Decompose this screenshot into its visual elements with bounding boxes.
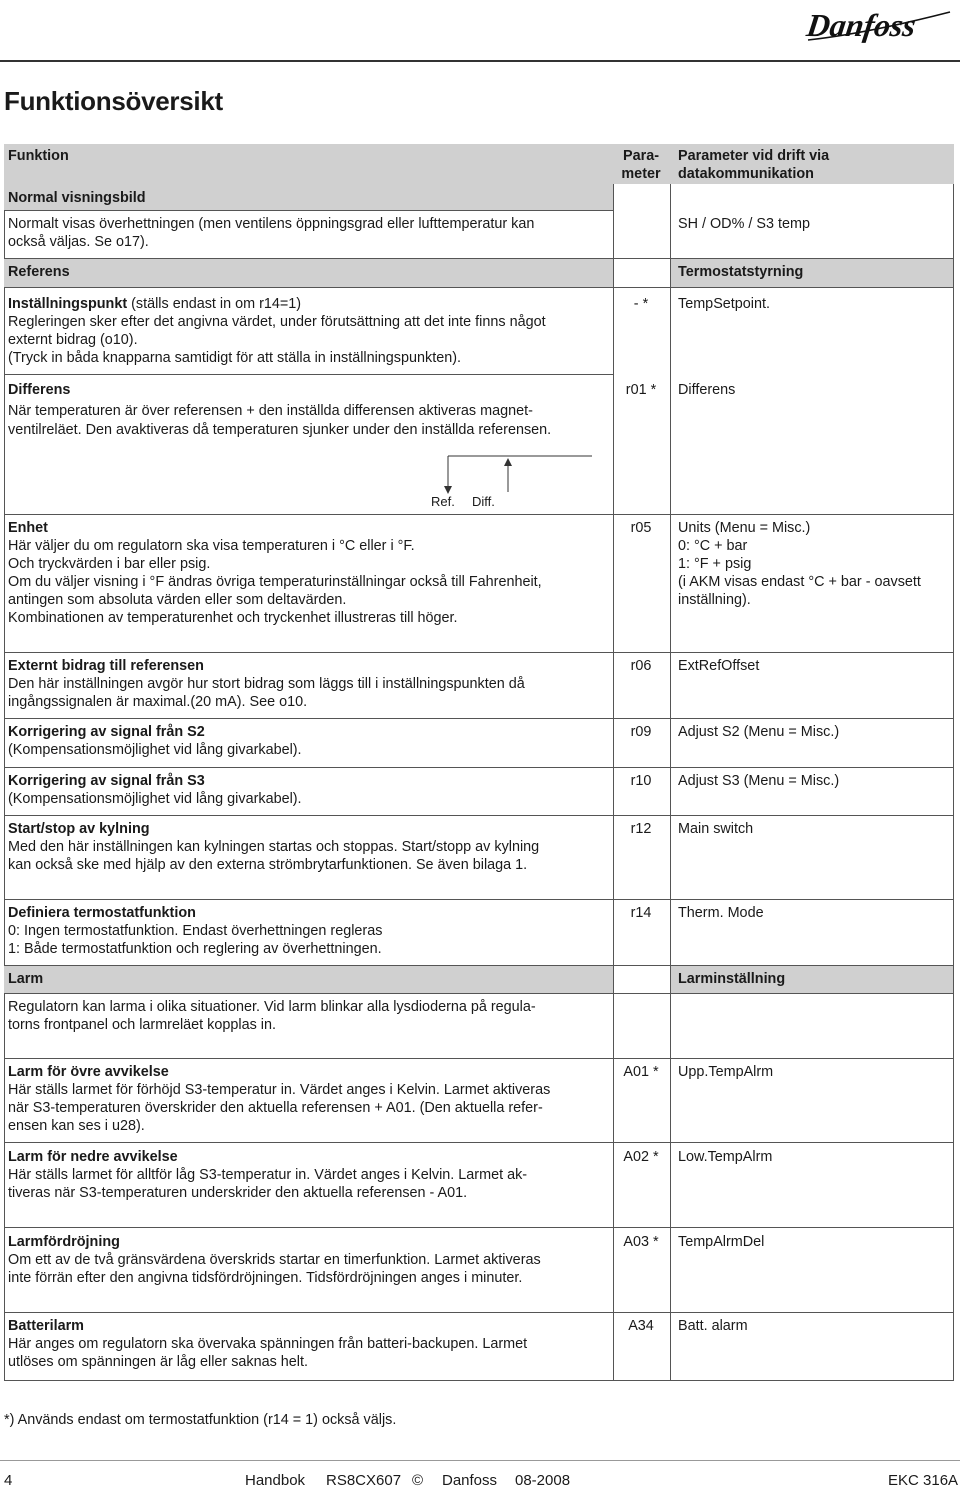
diagram-diff-label: Diff. <box>472 494 495 509</box>
extref-title: Externt bidrag till referensen <box>8 658 204 674</box>
s2-text: (Kompensationsmöjlighet vid lång givarkabel). <box>8 742 302 758</box>
extref-datacom: ExtRefOffset <box>678 658 760 674</box>
row-divider <box>4 993 954 994</box>
column-divider-2 <box>670 184 671 1380</box>
delay-param: A03 * <box>623 1234 659 1250</box>
setpoint-title: Inställningspunkt (ställs endast in om r14=1) <box>8 296 302 312</box>
termo-param: r14 <box>630 905 652 921</box>
footnote: *) Används endast om termostatfunktion (r14 = 1) också väljs. <box>4 1412 397 1428</box>
s3-text: (Kompensationsmöjlighet vid lång givarkabel). <box>8 791 302 807</box>
row-divider <box>4 1058 954 1059</box>
enhet-text-5: Kombinationen av temperaturenhet och tryckenhet illustreras till höger. <box>8 610 458 626</box>
row-divider <box>4 718 954 719</box>
extref-param: r06 <box>630 658 652 674</box>
setpoint-text-2: externt bidrag (o10). <box>8 332 138 348</box>
row-divider <box>4 514 954 515</box>
page-title: Funktionsöversikt <box>4 86 223 116</box>
s2-title: Korrigering av signal från S2 <box>8 724 205 740</box>
battery-text-1: Här anges om regulatorn ska övervaka spänningen från batteri-backupen. Larmet <box>8 1336 528 1352</box>
normal-text-1: Normalt visas överhettningen (men ventilens öppningsgrad eller lufttemperatur kan <box>8 216 535 232</box>
normal-datacom: SH / OD% / S3 temp <box>678 216 810 232</box>
startstop-param: r12 <box>630 821 652 837</box>
enhet-datacom-2: 0: °C + bar <box>678 538 748 554</box>
referens-datacom: Termostatstyrning <box>678 264 804 280</box>
row-divider <box>4 1312 954 1313</box>
extref-text-1: Den här inställningen avgör hur stort bidrag som läggs till i inställningspunkten då <box>8 676 525 692</box>
row-divider <box>4 652 954 653</box>
enhet-text-2: Och tryckvärden i bar eller psig. <box>8 556 211 572</box>
footer-product: EKC 316A <box>888 1472 959 1489</box>
table-border-right <box>953 184 954 1380</box>
enhet-datacom-4: (i AKM visas endast °C + bar - oavsett <box>678 574 921 590</box>
header-datacom-1: Parameter vid drift via <box>678 148 830 164</box>
referens-title: Referens <box>8 264 70 280</box>
termo-text-1: 0: Ingen termostatfunktion. Endast överhettningen regleras <box>8 923 383 939</box>
termo-title: Definiera termostatfunktion <box>8 905 196 921</box>
battery-param: A34 <box>628 1318 654 1334</box>
header-function: Funktion <box>8 148 69 164</box>
enhet-text-4: antingen som absoluta värden eller som deltavärden. <box>8 592 347 608</box>
s3-datacom: Adjust S3 (Menu = Misc.) <box>678 773 840 789</box>
row-divider <box>4 815 954 816</box>
larm-text-2: torns frontpanel och larmreläet kopplas in. <box>8 1017 276 1033</box>
upper-text-1: Här ställs larmet för förhöjd S3-temperatur in. Värdet anges i Kelvin. Larmet aktiveras <box>8 1082 551 1098</box>
table-border-left <box>4 184 5 1380</box>
upper-text-3: ensen kan ses i u28). <box>8 1118 145 1134</box>
table-border-bottom <box>4 1380 954 1381</box>
row-divider <box>4 287 954 288</box>
upper-title: Larm för övre avvikelse <box>8 1064 169 1080</box>
battery-datacom: Batt. alarm <box>678 1318 748 1334</box>
row-divider <box>4 1227 954 1228</box>
section-referens-header <box>4 259 613 287</box>
diagram-ref-label: Ref. <box>431 494 455 509</box>
lower-datacom: Low.TempAlrm <box>678 1149 773 1165</box>
delay-datacom: TempAlrmDel <box>678 1234 765 1250</box>
row-divider <box>4 767 954 768</box>
startstop-datacom: Main switch <box>678 821 754 837</box>
lower-title: Larm för nedre avvikelse <box>8 1149 178 1165</box>
delay-text-1: Om ett av de två gränsvärdena överskrids startar en timerfunktion. Larmet aktiveras <box>8 1252 541 1268</box>
termo-text-2: 1: Både termostatfunktion och reglering av överhettningen. <box>8 941 382 957</box>
s3-title: Korrigering av signal från S3 <box>8 773 205 789</box>
larm-title: Larm <box>8 971 44 987</box>
footer-rule <box>0 1460 960 1461</box>
lower-text-2: tiveras när S3-temperaturen underskrider den aktuella referensen - A01. <box>8 1185 468 1201</box>
normal-text-2: också väljas. Se o17). <box>8 234 149 250</box>
enhet-text-3: Om du väljer visning i °F ändras övriga temperaturinställningar också till Fahrenheit, <box>8 574 542 590</box>
differens-diagram <box>380 446 600 496</box>
differens-datacom: Differens <box>678 382 736 398</box>
header-datacom-2: datakommunikation <box>678 166 814 182</box>
header-param-1: Para- <box>623 148 659 164</box>
enhet-datacom-1: Units (Menu = Misc.) <box>678 520 811 536</box>
differens-title: Differens <box>8 382 71 398</box>
row-divider <box>4 374 613 375</box>
upper-param: A01 * <box>623 1064 659 1080</box>
larm-datacom: Larminställning <box>678 971 786 987</box>
upper-text-2: när S3-temperaturen överskrider den aktuella referensen + A01. (Den aktuella refer- <box>8 1100 543 1116</box>
row-divider <box>4 210 613 211</box>
upper-datacom: Upp.TempAlrm <box>678 1064 774 1080</box>
setpoint-text-1: Regleringen sker efter det angivna värdet, under förutsättning att det inte finns något <box>8 314 546 330</box>
startstop-title: Start/stop av kylning <box>8 821 150 837</box>
enhet-title: Enhet <box>8 520 48 536</box>
setpoint-param: - * <box>633 296 649 312</box>
footer-date: 08-2008 <box>515 1472 571 1489</box>
delay-title: Larmfördröjning <box>8 1234 120 1250</box>
row-divider <box>4 1142 954 1143</box>
enhet-datacom-5: inställning). <box>678 592 751 608</box>
lower-param: A02 * <box>623 1149 659 1165</box>
footer-copyright: © <box>412 1472 424 1489</box>
header-rule <box>0 60 960 62</box>
footer-page-number: 4 <box>4 1472 13 1489</box>
extref-text-2: ingångssignalen är maximal.(20 mA). See o10. <box>8 694 308 710</box>
header-param-2: meter <box>621 166 661 182</box>
s2-param: r09 <box>630 724 652 740</box>
enhet-param: r05 <box>630 520 652 536</box>
differens-text-1: När temperaturen är över referensen + den inställda differensen aktiveras magnet- <box>8 403 533 419</box>
larm-text-1: Regulatorn kan larma i olika situationer. Vid larm blinkar alla lysdioderna på regula- <box>8 999 536 1015</box>
danfoss-logo <box>804 4 954 46</box>
enhet-datacom-3: 1: °F + psig <box>678 556 752 572</box>
footer-handbook: Handbok <box>245 1472 306 1489</box>
delay-text-2: inte förrän efter den angivna tidsfördröjningen. Tidsfördröjningen anges i minuter. <box>8 1270 523 1286</box>
s3-param: r10 <box>630 773 652 789</box>
normal-title: Normal visningsbild <box>8 190 146 206</box>
svg-text:Danfoss: Danfoss <box>804 7 918 43</box>
setpoint-text-3: (Tryck in båda knapparna samtidigt för att ställa in inställningspunkten). <box>8 350 462 366</box>
footer-code: RS8CX607 <box>326 1472 402 1489</box>
battery-title: Batterilarm <box>8 1318 84 1334</box>
row-divider <box>4 899 954 900</box>
termo-datacom: Therm. Mode <box>678 905 764 921</box>
lower-text-1: Här ställs larmet för alltför låg S3-temperatur in. Värdet anges i Kelvin. Larmet ak- <box>8 1167 528 1183</box>
startstop-text-2: kan också ske med hjälp av den externa strömbrytarfunktionen. Se även bilaga 1. <box>8 857 528 873</box>
enhet-text-1: Här väljer du om regulatorn ska visa temperaturen i °C eller i °F. <box>8 538 415 554</box>
differens-param: r01 * <box>625 382 657 398</box>
s2-datacom: Adjust S2 (Menu = Misc.) <box>678 724 840 740</box>
footer-company: Danfoss <box>442 1472 498 1489</box>
differens-text-2: ventilreläet. Den avaktiveras då temperaturen sjunker under den inställda referensen. <box>8 422 552 438</box>
startstop-text-1: Med den här inställningen kan kylningen startas och stoppas. Start/stopp av kylning <box>8 839 540 855</box>
section-larm-header <box>4 966 613 993</box>
battery-text-2: utlöses om spänningen är låg eller saknas helt. <box>8 1354 308 1370</box>
setpoint-datacom: TempSetpoint. <box>678 296 770 312</box>
